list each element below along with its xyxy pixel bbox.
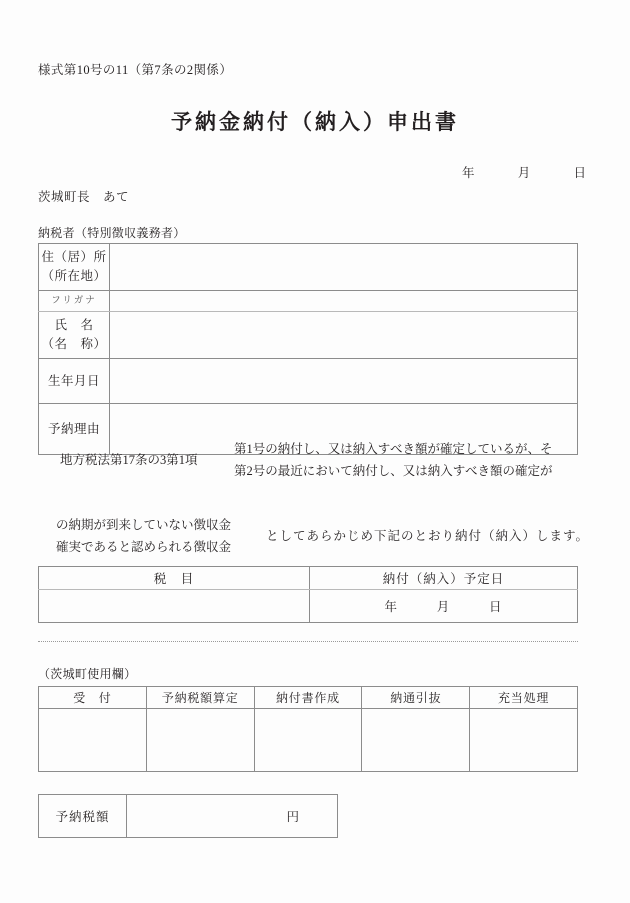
row-label-birthdate: 生年月日 [39,359,110,404]
row-label-prepayment-amount: 予納税額 [39,795,127,838]
legal-continuation-1: の納期が到来していない徴収金 [56,518,232,532]
due-date-day-label: 日 [488,600,503,614]
cell-due-date[interactable] [310,590,578,623]
table-row [39,359,578,404]
due-date-ymd [385,597,503,615]
row-label-name-line1: 氏 名 [54,318,94,332]
row-label-prepayment-reason: 予納理由 [39,404,110,455]
row-label-furigana: フリガナ [39,291,110,312]
legal-clause-2 [234,460,553,482]
date-day-label: 日 [573,166,586,180]
form-number: 様式第10号の11（第7条の2関係） [38,63,233,77]
office-use-caption: （茨城町使用欄） [38,667,137,681]
page-title: 予納金納付（納入）申出書 [171,110,459,134]
column-header-receipt: 受 付 [39,687,147,709]
due-date-month-label: 月 [436,600,451,614]
legal-clause-1-number: 第1号 [234,442,266,456]
row-label-address [39,244,110,291]
column-header-due-date: 納付（納入）予定日 [310,567,578,590]
cell-notice-extraction[interactable] [362,709,470,772]
column-header-payment-slip: 納付書作成 [254,687,362,709]
table-header-row [39,567,578,590]
cell-receipt[interactable] [39,709,147,772]
table-row [39,291,578,312]
office-use-table [38,686,578,772]
row-label-name-line2: （名 称） [41,337,107,351]
column-header-tax-calculation: 予納税額算定 [146,687,254,709]
taxpayer-table [38,243,578,455]
row-value-name[interactable] [110,312,578,359]
table-row [39,590,578,623]
currency-unit-label: 円 [286,810,299,824]
legal-statute-reference: 地方税法第17条の3第1項 [60,453,198,467]
addressee: 茨城町長 あて [38,190,130,204]
column-header-notice-extraction: 納通引抜 [362,687,470,709]
table-row [39,709,578,772]
due-date-year-label: 年 [384,600,399,614]
row-label-address-line1: 住（居）所 [41,250,107,264]
section-divider [38,641,578,642]
cell-tax-item[interactable] [39,590,310,623]
date-month-label: 月 [517,166,531,180]
row-value-birthdate[interactable] [110,359,578,404]
legal-clause-rows [38,438,590,554]
prepayment-amount-table [38,794,338,838]
legal-continuation-2: 確実であると認められる徴収金 [56,540,232,554]
date-line [462,163,586,181]
row-label-name [39,312,110,359]
cell-prepayment-amount[interactable] [127,795,338,838]
table-row [39,312,578,359]
cell-tax-calculation[interactable] [146,709,254,772]
table-header-row [39,687,578,709]
row-value-furigana[interactable] [110,291,578,312]
legal-closing-text: としてあらかじめ下記のとおり納付（納入）します。 [266,529,590,543]
cell-payment-slip[interactable] [254,709,362,772]
taxpayer-section-caption: 納税者（特別徴収義務者） [38,226,186,240]
legal-clause-2-text: の最近において納付し、又は納入すべき額の確定が [265,464,553,478]
column-header-tax-item: 税 目 [39,567,310,590]
date-year-label: 年 [462,166,475,180]
legal-clause-block [38,438,590,554]
column-header-allocation: 充当処理 [470,687,578,709]
legal-clause-1 [234,438,553,460]
table-row [39,795,338,838]
tax-item-table [38,566,578,623]
row-label-address-line2: （所在地） [41,269,107,283]
cell-allocation[interactable] [470,709,578,772]
table-row [39,244,578,291]
row-value-address[interactable] [110,244,578,291]
legal-clause-1-text: の納付し、又は納入すべき額が確定しているが、そ [265,442,553,456]
legal-clause-2-number: 第2号 [234,464,266,478]
